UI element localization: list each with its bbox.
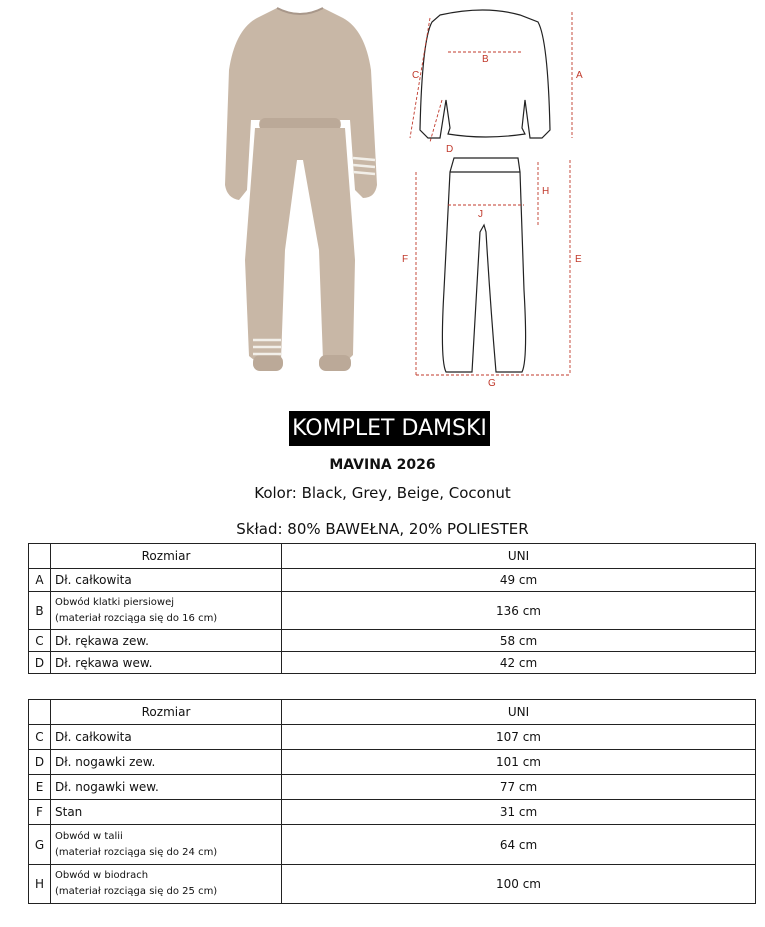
table-row: A Dł. całkowita 49 cm <box>29 569 756 592</box>
table-header-row <box>29 544 756 569</box>
colors-line: Kolor: Black, Grey, Beige, Coconut <box>254 484 511 502</box>
table-row: G Obwód w talii (materiał rozciąga się do 24 cm) 64 cm <box>29 825 756 865</box>
composition-line: Skład: 80% BAWEŁNA, 20% POLIESTER <box>236 520 529 538</box>
diagram-label-b: B <box>482 54 489 65</box>
product-title: KOMPLET DAMSKI <box>289 411 490 446</box>
size-table-bottom <box>28 699 756 904</box>
table-row: H Obwód w biodrach (materiał rozciąga się do 25 cm) 100 cm <box>29 865 756 904</box>
table-row: F Stan 31 cm <box>29 800 756 825</box>
header-size: Rozmiar <box>51 544 282 569</box>
diagram-label-d: D <box>446 144 454 155</box>
diagram-label-a: A <box>576 70 583 81</box>
diagram-label-h: H <box>542 186 550 197</box>
diagram-label-j: J <box>478 209 483 220</box>
table-row: C Dł. rękawa zew. 58 cm <box>29 630 756 652</box>
table-header-row <box>29 700 756 725</box>
product-photo <box>215 0 385 385</box>
diagram-label-c: C <box>412 70 420 81</box>
size-table-top <box>28 543 756 674</box>
header-uni: UNI <box>282 544 756 569</box>
diagram-label-e: E <box>575 254 582 265</box>
table-row: C Dł. całkowita 107 cm <box>29 725 756 750</box>
diagram-label-f: F <box>402 254 409 265</box>
header-size: Rozmiar <box>51 700 282 725</box>
diagram-label-g: G <box>488 378 496 389</box>
table-row: E Dł. nogawki wew. 77 cm <box>29 775 756 800</box>
table-row: D Dł. rękawa wew. 42 cm <box>29 652 756 674</box>
measurement-diagram <box>400 0 600 390</box>
table-row: D Dł. nogawki zew. 101 cm <box>29 750 756 775</box>
model-name: MAVINA 2026 <box>329 457 436 473</box>
header-uni: UNI <box>282 700 756 725</box>
table-row: B Obwód klatki piersiowej (materiał rozciąga się do 16 cm) 136 cm <box>29 592 756 630</box>
